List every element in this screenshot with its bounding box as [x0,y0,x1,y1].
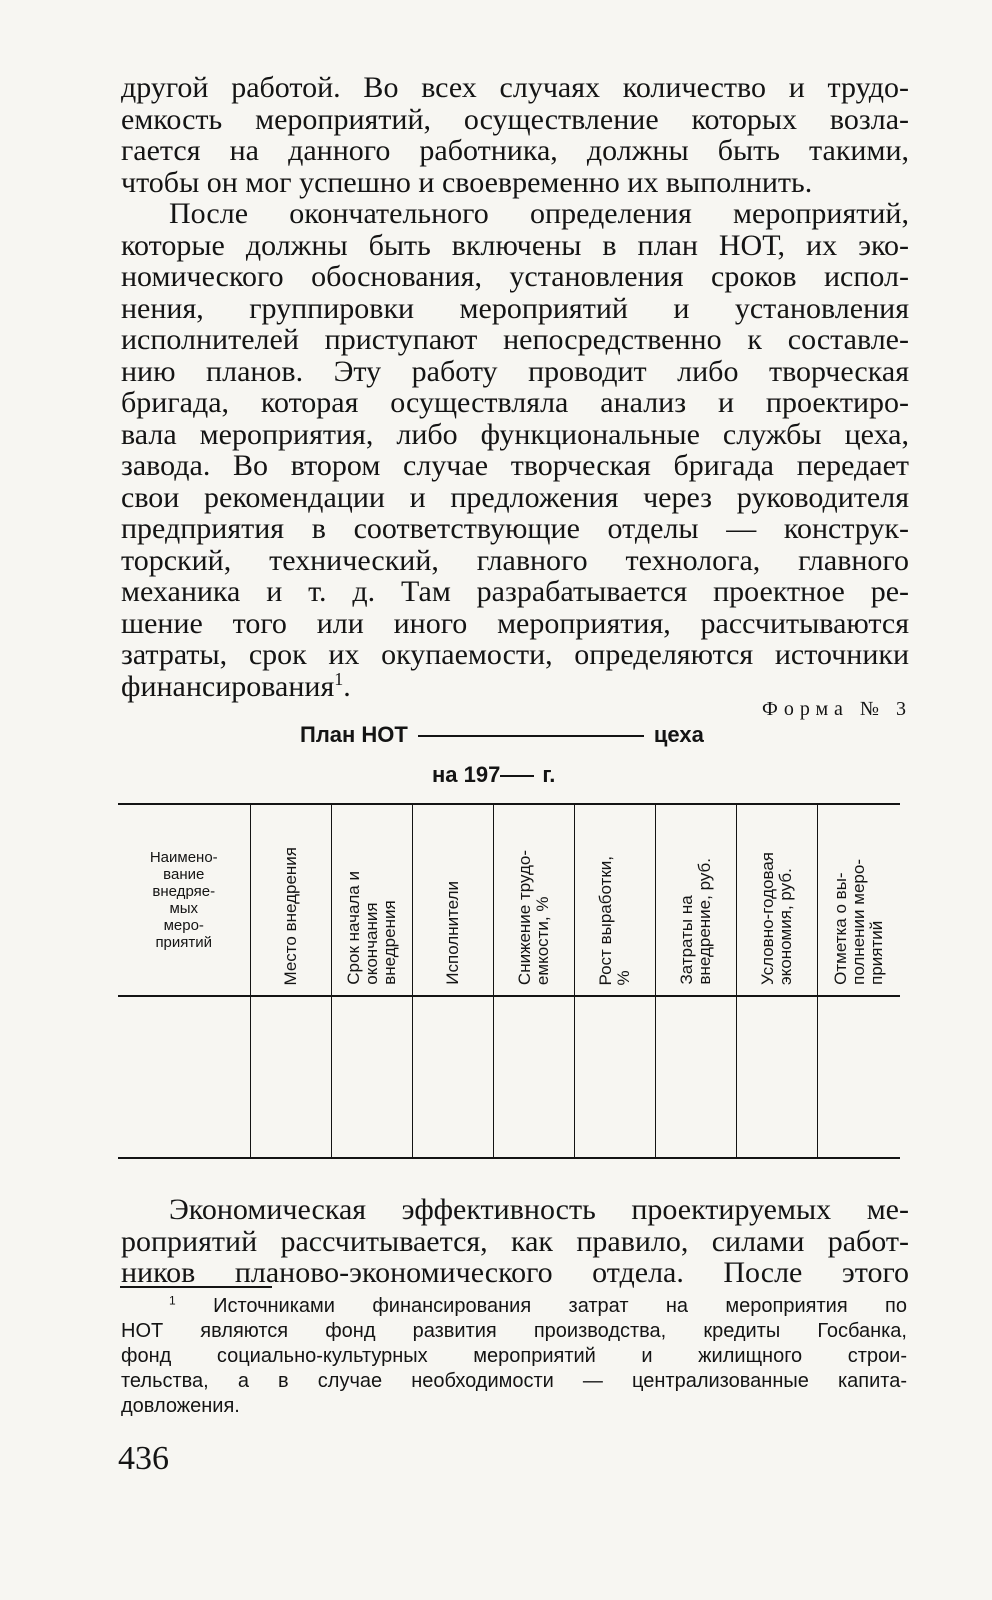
paragraph-2 [121,198,909,702]
footnote-reference: 1 [334,668,344,689]
table-row [118,996,900,1158]
text-line: чтобы он мог успешно и своевременно их выполнить. [121,165,813,199]
table-cell [118,996,250,1158]
table-header-row [118,804,900,996]
column-header-label: Исполнители [442,881,462,985]
column-header-label: Снижение трудо- емкости, % [514,849,552,985]
table-cell [817,996,900,1158]
column-header-label: Затраты на внедрение, руб. [676,858,714,985]
column-header-label: Срок начала и окончания внедрения [343,871,399,985]
plan-title-right: цеха [653,722,704,747]
text-line: финансирования [121,669,335,703]
plan-year-prefix: на 197 [432,762,501,787]
text-line: другой работой. Во всех случаях количество и трудо- [121,71,909,104]
text-line: которые должны быть включены в план НОТ, их эко- [121,228,909,262]
footnote-divider [120,1286,272,1288]
column-header [817,804,900,996]
text-line: механика и т. д. Там разрабатывается проектное ре- [121,575,909,608]
table-cell [574,996,655,1158]
column-header-label: Место внедрения [280,846,300,985]
plan-year [432,762,555,788]
text-line: шение того или иного мероприятия, рассчитываются [121,606,909,640]
table-cell [412,996,493,1158]
table-cell [331,996,412,1158]
text-line: завода. Во втором случае творческая бригада передает [121,449,909,482]
footnote-line: фонд социально-культурных мероприятий и жилищного строи- [121,1345,907,1367]
footnote [121,1294,907,1419]
text-line: номического обоснования, установления сроков испол- [121,260,909,293]
plan-form-table [118,803,900,1159]
plan-title [300,722,760,748]
text-line: ников планово-экономического отдела. После этого [121,1256,909,1289]
text-line: бригада, которая осуществляла анализ и проектиро- [121,386,909,419]
column-header [736,804,817,996]
text-line: емкость мероприятий, осуществление которых возла- [121,102,909,136]
text-line: нию планов. Эту работу проводит либо творческая [121,354,909,388]
sentence-end: . [343,669,351,703]
column-header [574,804,655,996]
text-line: предприятия в соответствующие отделы — конструк- [121,512,909,545]
table-cell [655,996,736,1158]
page-number: 436 [118,1440,169,1477]
column-header [655,804,736,996]
year-blank-line [500,775,534,777]
footnote-mark: 1 [169,1293,176,1308]
footnote-text: Источниками финансирования затрат на мероприятия по [213,1295,907,1317]
footnote-line: тельства, а в случае необходимости — централизованные капита- [121,1370,907,1392]
footnote-line [121,1294,907,1319]
footnote-line: довложения. [121,1395,240,1417]
paragraph-3 [121,1194,909,1289]
column-header [412,804,493,996]
text-line: затраты, срок их окупаемости, определяются источники [121,638,909,671]
text-line: нения, группировки мероприятий и установления [121,291,909,325]
table-cell [736,996,817,1158]
paragraph-1 [121,72,909,198]
table-cell [250,996,331,1158]
column-header-label: Условно-годовая экономия, руб. [757,851,795,985]
column-header-label: Отметка о вы- полнении меро- приятий [830,859,886,985]
text-line: торский, технический, главного технолога, главного [121,543,909,577]
column-header [493,804,574,996]
text-line: исполнителей приступают непосредственно к составле- [121,323,909,356]
footnote-line: НОТ являются фонд развития производства, кредиты Госбанка, [121,1320,907,1342]
plan-title-left: План НОТ [300,722,408,747]
column-header [331,804,412,996]
column-header-label: Рост выработки, % [595,855,633,985]
workshop-blank-line [418,735,644,737]
plan-year-suffix: г. [542,762,556,787]
text-line: свои рекомендации и предложения через руководителя [121,480,909,514]
form-number-label: Форма № 3 [762,698,912,720]
text-line: вала мероприятия, либо функциональные службы цеха, [121,417,909,451]
column-header [250,804,331,996]
table-cell [493,996,574,1158]
text-line: Экономическая эффективность проектируемых ме- [169,1193,909,1226]
text-line: роприятий рассчитывается, как правило, силами работ- [121,1224,909,1258]
text-line: После окончательного определения мероприятий, [169,197,909,230]
text-line: гается на данного работника, должны быть такими, [121,134,909,167]
column-header-name: Наимено- вание внедряе- мых меро- приятий [118,804,250,996]
